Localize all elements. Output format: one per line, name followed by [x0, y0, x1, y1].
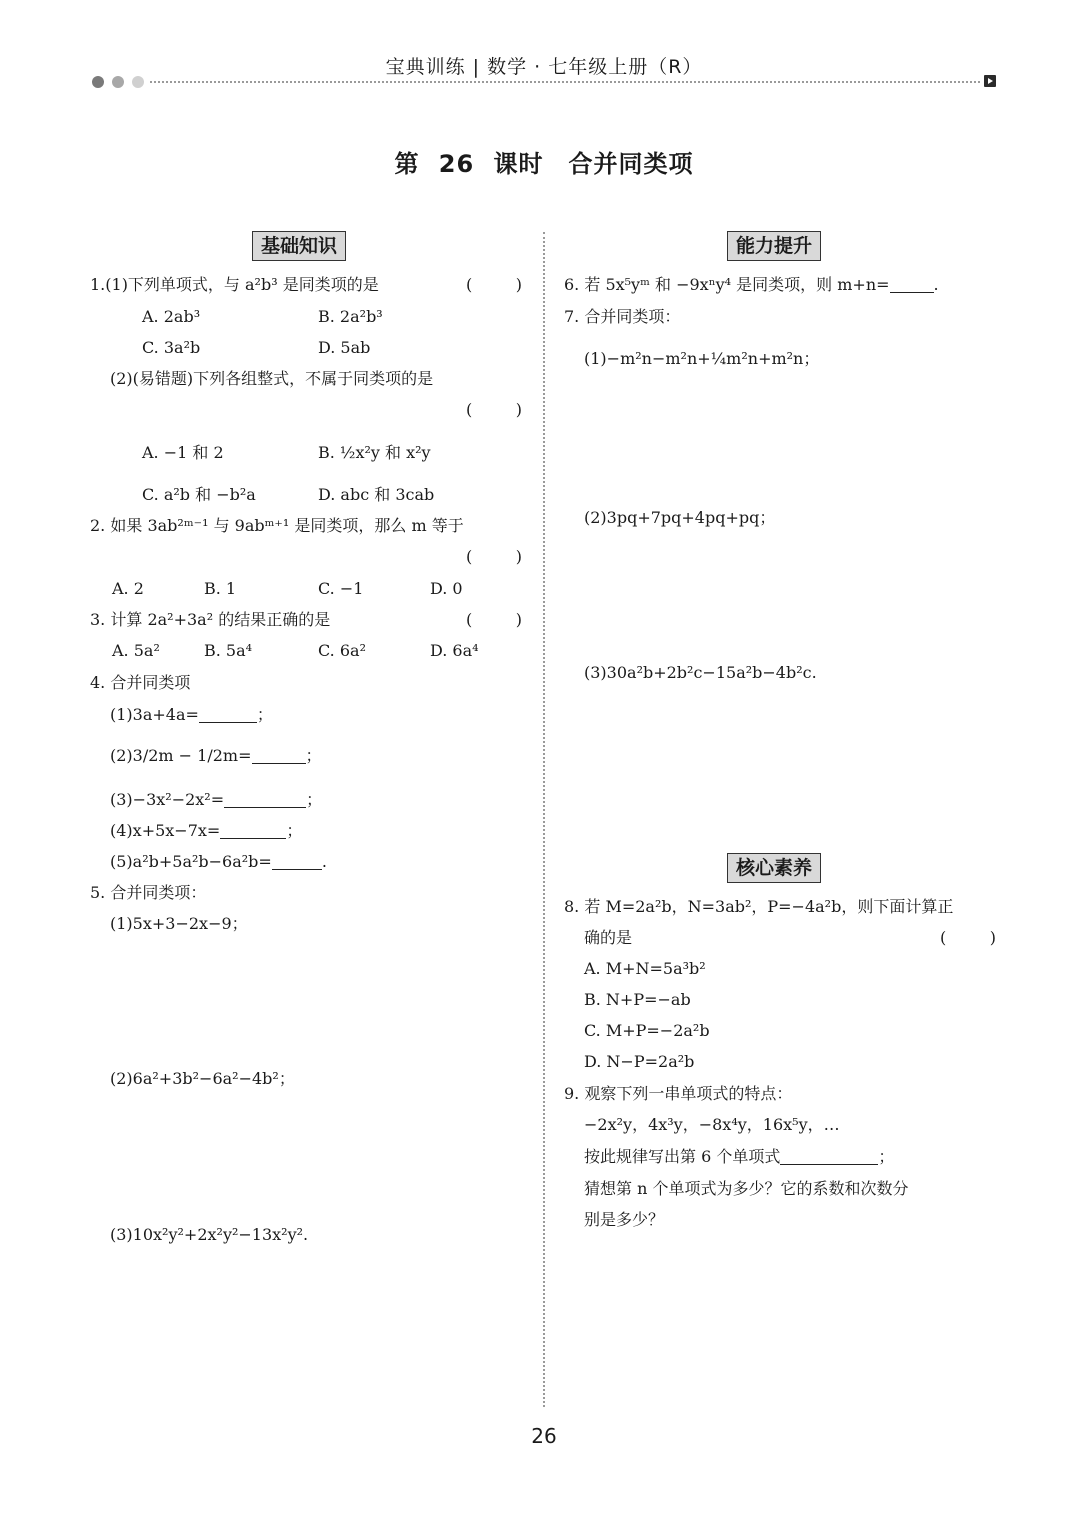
question-5-1: (1)5x+3−2x−9；	[110, 914, 248, 933]
option-c: C. a²b 和 −b²a	[142, 485, 256, 504]
option-c: C. M+P=−2a²b	[584, 1021, 710, 1040]
question-6: 6. 若 5x⁵yᵐ 和 −9xⁿy⁴ 是同类项，则 m+n= .	[564, 275, 939, 294]
option-a: A. 5a²	[112, 641, 160, 660]
question-3: 3. 计算 2a²+3a² 的结果正确的是	[90, 610, 331, 629]
header-dot-icon	[92, 76, 104, 88]
option-d: D. abc 和 3cab	[318, 485, 435, 504]
question-7-2: (2)3pq+7pq+4pq+pq；	[584, 508, 776, 527]
question-4-5: (5)a²b+5a²b−6a²b= .	[110, 852, 327, 871]
question-9-b: 猜想第 n 个单项式为多少？它的系数和次数分	[584, 1179, 909, 1198]
section-core-literacy: 核心素养	[727, 853, 821, 883]
answer-paren: ( )	[466, 610, 522, 629]
option-b: B. 2a²b³	[318, 307, 383, 326]
answer-blank[interactable]	[780, 1148, 878, 1165]
option-a: A. 2	[112, 579, 144, 598]
answer-paren: ( )	[466, 547, 522, 566]
question-5-2: (2)6a²+3b²−6a²−4b²；	[110, 1069, 295, 1088]
question-4-2: (2)3/2m − 1/2m= ；	[110, 746, 322, 765]
header-dot-icon	[112, 76, 124, 88]
section-ability-improvement: 能力提升	[727, 231, 821, 261]
question-8: 8. 若 M=2a²b，N=3ab²，P=−4a²b，则下面计算正	[564, 897, 954, 916]
option-a: A. M+N=5a³b²	[584, 959, 706, 978]
header-dot-icon	[132, 76, 144, 88]
question-4-4: (4)x+5x−7x= ；	[110, 821, 303, 840]
question-9-sequence: −2x²y，4x³y，−8x⁴y，16x⁵y，…	[584, 1115, 840, 1134]
option-d: D. 0	[430, 579, 463, 598]
answer-paren: ( )	[466, 400, 522, 419]
answer-blank[interactable]	[272, 853, 322, 870]
question-4: 4. 合并同类项	[90, 673, 191, 692]
question-7: 7. 合并同类项：	[564, 307, 681, 326]
option-d: D. 6a⁴	[430, 641, 479, 660]
column-divider	[543, 232, 545, 1407]
option-b: B. N+P=−ab	[584, 990, 691, 1009]
question-9-c: 别是多少？	[584, 1210, 665, 1229]
option-c: C. 3a²b	[142, 338, 201, 357]
question-7-1: (1)−m²n−m²n+¼m²n+m²n；	[584, 349, 820, 368]
question-4-3: (3)−3x²−2x²= ；	[110, 790, 323, 809]
question-5: 5. 合并同类项：	[90, 883, 207, 902]
answer-blank[interactable]	[252, 747, 306, 764]
answer-blank[interactable]	[224, 791, 306, 808]
answer-paren: ( )	[940, 928, 996, 947]
page-number: 26	[531, 1424, 557, 1448]
section-basic-knowledge: 基础知识	[252, 231, 346, 261]
header-title: 宝典训练 | 数学 · 七年级上册（R）	[385, 56, 703, 78]
option-c: C. 6a²	[318, 641, 366, 660]
option-d: D. 5ab	[318, 338, 371, 357]
answer-blank[interactable]	[220, 822, 286, 839]
question-2: 2. 如果 3ab²ᵐ⁻¹ 与 9abᵐ⁺¹ 是同类项，那么 m 等于	[90, 516, 464, 535]
answer-paren: ( )	[466, 275, 522, 294]
option-b: B. ½x²y 和 x²y	[318, 443, 431, 462]
option-a: A. −1 和 2	[142, 443, 224, 462]
play-arrow-icon	[984, 75, 996, 87]
answer-blank[interactable]	[199, 706, 257, 723]
option-d: D. N−P=2a²b	[584, 1052, 695, 1071]
option-b: B. 5a⁴	[204, 641, 253, 660]
question-1-2: (2)(易错题)下列各组整式，不属于同类项的是	[110, 369, 434, 388]
answer-blank[interactable]	[890, 276, 934, 293]
question-7-3: (3)30a²b+2b²c−15a²b−4b²c.	[584, 663, 817, 682]
question-4-1: (1)3a+4a= ；	[110, 705, 273, 724]
option-c: C. −1	[318, 579, 364, 598]
question-8-cont: 确的是	[584, 928, 633, 947]
question-5-3: (3)10x²y²+2x²y²−13x²y².	[110, 1225, 309, 1244]
option-a: A. 2ab³	[142, 307, 201, 326]
option-b: B. 1	[204, 579, 237, 598]
question-1-1: 1.(1)下列单项式，与 a²b³ 是同类项的是	[90, 275, 379, 294]
question-9-a: 按此规律写出第 6 个单项式 ；	[584, 1147, 895, 1166]
question-9: 9. 观察下列一串单项式的特点：	[564, 1084, 793, 1103]
header-dotted-rule	[150, 81, 980, 83]
lesson-title: 第 26 课时 合并同类项	[394, 150, 694, 178]
